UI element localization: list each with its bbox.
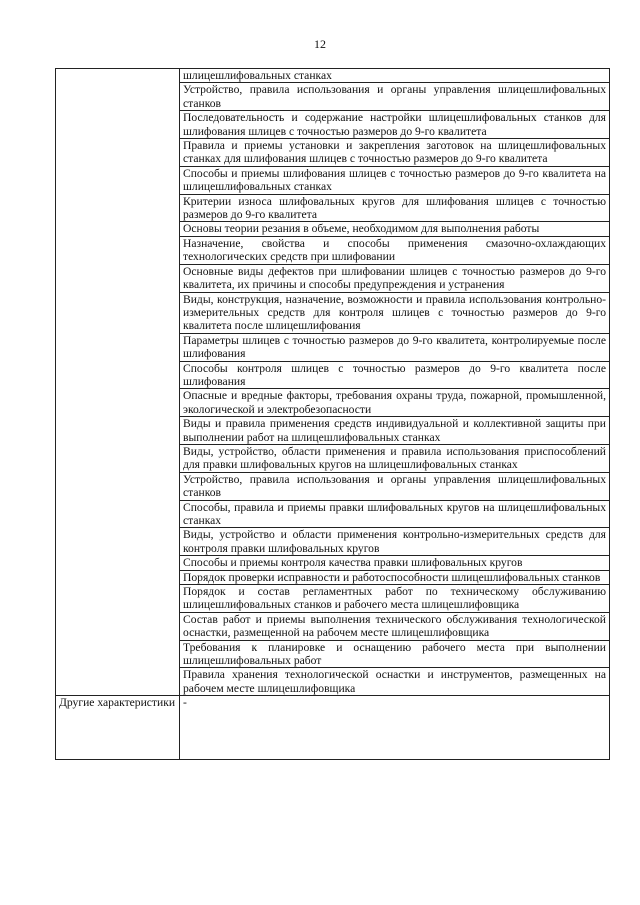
knowledge-item: Виды, устройство и области применения контрольно-измерительных средств для контроля правки шлифовальных кругов: [180, 528, 610, 556]
table-row: [56, 69, 610, 83]
knowledge-item: Порядок и состав регламентных работ по техническому обслуживанию шлицешлифовальных станков и рабочего места шлицешлифовщика: [180, 585, 610, 613]
knowledge-item: Основы теории резания в объеме, необходимом для выполнения работы: [180, 222, 610, 236]
section-label-cell: [56, 69, 180, 696]
knowledge-item: Способы и приемы шлифования шлицев с точностью размеров до 9-го квалитета на шлицешлифовальных станках: [180, 166, 610, 194]
knowledge-item: Устройство, правила использования и органы управления шлицешлифовальных станков: [180, 472, 610, 500]
knowledge-item: Виды и правила применения средств индивидуальной и коллективной защиты при выполнении работ на шлицешлифовальных станках: [180, 417, 610, 445]
knowledge-table: [55, 68, 610, 760]
knowledge-item: Виды, устройство, области применения и правила использования приспособлений для правки шлифовальных кругов на шлицешлифовальных станках: [180, 444, 610, 472]
other-characteristics-label: Другие характеристики: [56, 696, 180, 760]
knowledge-item: Правила и приемы установки и закрепления заготовок на шлицешлифовальных станках для шлифования шлицев с точностью размеров до 9-го квалитета: [180, 139, 610, 167]
knowledge-item: Параметры шлицев с точностью размеров до 9-го квалитета, контролируемые после шлифования: [180, 333, 610, 361]
knowledge-item: Опасные и вредные факторы, требования охраны труда, пожарной, промышленной, экологической и электробезопасности: [180, 389, 610, 417]
knowledge-item: Порядок проверки исправности и работоспособности шлицешлифовальных станков: [180, 570, 610, 584]
table-row-other: [56, 696, 610, 760]
knowledge-item: Требования к планировке и оснащению рабочего места при выполнении шлицешлифовальных работ: [180, 640, 610, 668]
knowledge-item: Способы и приемы контроля качества правки шлифовальных кругов: [180, 556, 610, 570]
knowledge-item: Способы контроля шлицев с точностью размеров до 9-го квалитета после шлифования: [180, 361, 610, 389]
knowledge-item: Способы, правила и приемы правки шлифовальных кругов на шлицешлифовальных станках: [180, 500, 610, 528]
knowledge-item: Назначение, свойства и способы применения смазочно-охлаждающих технологических средств при шлифовании: [180, 236, 610, 264]
knowledge-item: Устройство, правила использования и органы управления шлицешлифовальных станков: [180, 83, 610, 111]
knowledge-item: Правила хранения технологической оснастки и инструментов, размещенных на рабочем месте шлицешлифовщика: [180, 668, 610, 696]
other-characteristics-value: -: [180, 696, 610, 760]
page-number: 12: [314, 37, 326, 51]
knowledge-item: Критерии износа шлифовальных кругов для шлифования шлицев с точностью размеров до 9-го квалитета: [180, 194, 610, 222]
knowledge-item: Состав работ и приемы выполнения технического обслуживания технологической оснастки, размещенной на рабочем месте шлицешлифовщика: [180, 612, 610, 640]
knowledge-item: Виды, конструкция, назначение, возможности и правила использования контрольно-измерительных средств для контроля шлицев с точностью размеров до 9-го квалитета после шлицешлифования: [180, 292, 610, 333]
knowledge-item: шлицешлифовальных станках: [180, 69, 610, 83]
knowledge-item: Последовательность и содержание настройки шлицешлифовальных станков для шлифования шлицев с точностью размеров до 9-го квалитета: [180, 111, 610, 139]
knowledge-item: Основные виды дефектов при шлифовании шлицев с точностью размеров до 9-го квалитета, их причины и способы предупреждения и устранения: [180, 264, 610, 292]
